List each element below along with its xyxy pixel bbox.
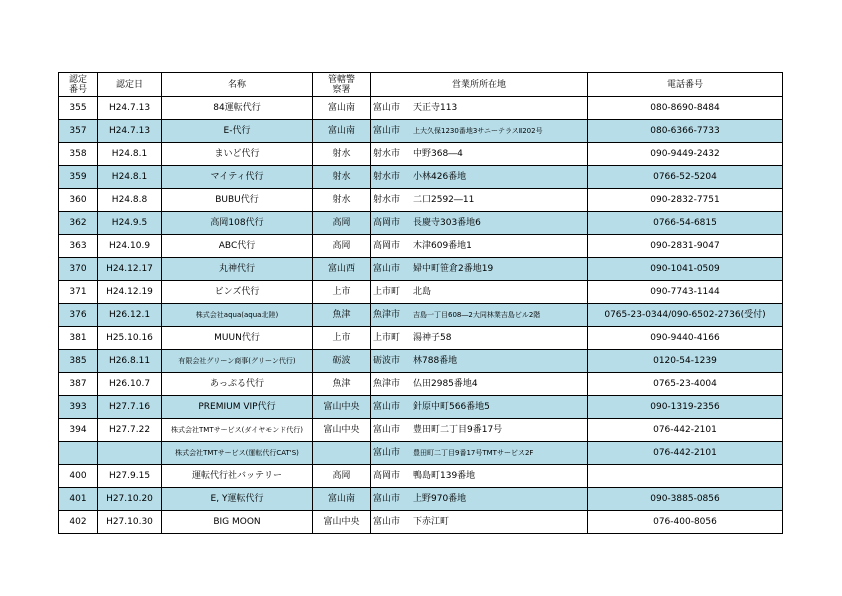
address-cell	[371, 419, 588, 442]
cert-date-cell: H25.10.16	[98, 327, 162, 350]
address-city: 上市町	[373, 333, 401, 343]
phone-cell: 090-2831-9047	[588, 235, 783, 258]
cert-date-cell: H24.12.17	[98, 258, 162, 281]
name-cell: 84運転代行	[162, 97, 313, 120]
phone-cell: 090-7743-1144	[588, 281, 783, 304]
header-cert-date: 認定日	[98, 73, 162, 97]
address-cell	[371, 488, 588, 511]
address-cell	[371, 511, 588, 534]
name-cell: あっぷる代行	[162, 373, 313, 396]
address-city: 射水市	[373, 172, 401, 182]
police-station-cell: 上市	[313, 281, 371, 304]
cert-number-cell: 360	[59, 189, 98, 212]
table-row	[59, 166, 783, 189]
cert-date-cell	[98, 442, 162, 465]
table-row	[59, 373, 783, 396]
police-station-cell: 富山西	[313, 258, 371, 281]
address-cell	[371, 327, 588, 350]
police-station-cell: 射水	[313, 143, 371, 166]
phone-cell: 0765-23-4004	[588, 373, 783, 396]
phone-cell: 090-9440-4166	[588, 327, 783, 350]
cert-date-cell: H24.8.8	[98, 189, 162, 212]
phone-cell: 0766-54-6815	[588, 212, 783, 235]
address-cell	[371, 120, 588, 143]
police-station-cell: 高岡	[313, 465, 371, 488]
address-cell	[371, 281, 588, 304]
police-station-cell: 魚津	[313, 304, 371, 327]
name-cell: PREMIUM VIP代行	[162, 396, 313, 419]
address-city: 富山市	[373, 402, 401, 412]
phone-cell: 0766-52-5204	[588, 166, 783, 189]
phone-cell: 076-442-2101	[588, 442, 783, 465]
phone-cell: 0765-23-0344/090-6502-2736(受付)	[588, 304, 783, 327]
cert-date-cell: H24.8.1	[98, 143, 162, 166]
address-city: 富山市	[373, 126, 401, 136]
address-street: 婦中町笹倉2番地19	[413, 264, 494, 274]
address-street: 鴨島町139番地	[413, 471, 476, 481]
address-street: 上野970番地	[413, 494, 467, 504]
address-cell	[371, 304, 588, 327]
address-city: 高岡市	[373, 471, 401, 481]
cert-number-cell: 359	[59, 166, 98, 189]
cert-date-cell: H27.10.20	[98, 488, 162, 511]
name-cell: E-代行	[162, 120, 313, 143]
table-row	[59, 258, 783, 281]
phone-cell	[588, 465, 783, 488]
phone-cell: 090-3885-0856	[588, 488, 783, 511]
phone-cell: 0120-54-1239	[588, 350, 783, 373]
table-header-row	[59, 73, 783, 97]
address-street: 中野368―4	[413, 149, 463, 159]
address-city: 魚津市	[373, 310, 401, 320]
cert-number-cell: 400	[59, 465, 98, 488]
table-row	[59, 511, 783, 534]
cert-date-cell: H24.8.1	[98, 166, 162, 189]
address-city: 高岡市	[373, 241, 401, 251]
police-station-cell: 射水	[313, 166, 371, 189]
address-city: 富山市	[373, 425, 401, 435]
cert-date-cell: H26.8.11	[98, 350, 162, 373]
header-police-station-label: 管轄警察署	[327, 74, 355, 95]
address-street: 豊田町二丁目9番17号	[413, 425, 503, 435]
phone-cell: 076-400-8056	[588, 511, 783, 534]
cert-date-cell: H27.9.15	[98, 465, 162, 488]
table-row	[59, 212, 783, 235]
table-row	[59, 442, 783, 465]
police-station-cell: 高岡	[313, 212, 371, 235]
address-city: 高岡市	[373, 218, 401, 228]
cert-date-cell: H27.10.30	[98, 511, 162, 534]
address-cell	[371, 166, 588, 189]
table-row	[59, 419, 783, 442]
phone-cell: 090-9449-2432	[588, 143, 783, 166]
address-city: 射水市	[373, 149, 401, 159]
phone-cell: 090-1319-2356	[588, 396, 783, 419]
name-cell: まいど代行	[162, 143, 313, 166]
cert-number-cell	[59, 442, 98, 465]
police-station-cell: 富山南	[313, 488, 371, 511]
address-street: 吉島一丁目608―2大同林業吉島ビル2階	[413, 311, 541, 319]
name-cell: 有限会社グリーン商事(グリーン代行)	[162, 350, 313, 373]
name-cell: ビンズ代行	[162, 281, 313, 304]
table-row	[59, 97, 783, 120]
cert-number-cell: 387	[59, 373, 98, 396]
cert-date-cell: H26.10.7	[98, 373, 162, 396]
police-station-cell: 高岡	[313, 235, 371, 258]
cert-date-cell: H24.12.19	[98, 281, 162, 304]
cert-number-cell: 385	[59, 350, 98, 373]
police-station-cell: 富山中央	[313, 396, 371, 419]
address-city: 射水市	[373, 195, 401, 205]
name-cell: E, Y運転代行	[162, 488, 313, 511]
table-row	[59, 465, 783, 488]
address-street: 上大久保1230番地3サニーテラスⅡ202号	[413, 127, 543, 135]
name-cell: 株式会社TMTサービス(運転代行CAT'S)	[162, 442, 313, 465]
header-cert-number-label: 認定番号	[68, 74, 87, 95]
address-cell	[371, 373, 588, 396]
address-city: 上市町	[373, 287, 401, 297]
name-cell: MUUN代行	[162, 327, 313, 350]
police-station-cell: 砺波	[313, 350, 371, 373]
address-street: 木津609番地1	[413, 241, 472, 251]
address-street: 長慶寺303番地6	[413, 218, 481, 228]
police-station-cell: 富山南	[313, 120, 371, 143]
cert-number-cell: 363	[59, 235, 98, 258]
name-cell: BUBU代行	[162, 189, 313, 212]
cert-number-cell: 402	[59, 511, 98, 534]
cert-number-cell: 371	[59, 281, 98, 304]
police-station-cell: 射水	[313, 189, 371, 212]
address-city: 富山市	[373, 448, 401, 458]
phone-cell: 090-2832-7751	[588, 189, 783, 212]
phone-cell: 090-1041-0509	[588, 258, 783, 281]
table-row	[59, 189, 783, 212]
table-row	[59, 488, 783, 511]
address-city: 富山市	[373, 264, 401, 274]
address-city: 富山市	[373, 517, 401, 527]
table-row	[59, 281, 783, 304]
address-cell	[371, 442, 588, 465]
name-cell: 高岡108代行	[162, 212, 313, 235]
cert-date-cell: H27.7.16	[98, 396, 162, 419]
header-police-station	[313, 73, 371, 97]
cert-number-cell: 394	[59, 419, 98, 442]
cert-number-cell: 362	[59, 212, 98, 235]
table-row	[59, 396, 783, 419]
address-street: 二口2592―11	[413, 195, 475, 205]
name-cell: 株式会社aqua(aqua北陸)	[162, 304, 313, 327]
address-city: 魚津市	[373, 379, 401, 389]
police-station-cell: 富山中央	[313, 511, 371, 534]
address-street: 下赤江町	[413, 517, 450, 527]
police-station-cell: 富山南	[313, 97, 371, 120]
cert-number-cell: 401	[59, 488, 98, 511]
address-street: 仏田2985番地4	[413, 379, 478, 389]
address-city: 富山市	[373, 494, 401, 504]
name-cell: 運転代行社バッテリー	[162, 465, 313, 488]
name-cell: マイティ代行	[162, 166, 313, 189]
address-cell	[371, 258, 588, 281]
address-street: 針原中町566番地5	[413, 402, 490, 412]
police-station-cell: 上市	[313, 327, 371, 350]
table-row	[59, 327, 783, 350]
address-city: 砺波市	[373, 356, 401, 366]
cert-number-cell: 355	[59, 97, 98, 120]
cert-date-cell: H24.7.13	[98, 120, 162, 143]
name-cell: 株式会社TMTサービス(ダイヤモンド代行)	[162, 419, 313, 442]
address-cell	[371, 97, 588, 120]
registration-table	[58, 72, 783, 534]
police-station-cell: 魚津	[313, 373, 371, 396]
phone-cell: 076-442-2101	[588, 419, 783, 442]
phone-cell: 080-8690-8484	[588, 97, 783, 120]
header-cert-number	[59, 73, 98, 97]
header-name: 名称	[162, 73, 313, 97]
police-station-cell: 富山中央	[313, 419, 371, 442]
cert-number-cell: 357	[59, 120, 98, 143]
cert-date-cell: H24.10.9	[98, 235, 162, 258]
header-office-address: 営業所所在地	[371, 73, 588, 97]
cert-number-cell: 381	[59, 327, 98, 350]
cert-number-cell: 370	[59, 258, 98, 281]
address-cell	[371, 465, 588, 488]
table-row	[59, 304, 783, 327]
table-row	[59, 350, 783, 373]
name-cell: 丸神代行	[162, 258, 313, 281]
address-street: 湯神子58	[413, 333, 452, 343]
phone-cell: 080-6366-7733	[588, 120, 783, 143]
table-row	[59, 143, 783, 166]
cert-date-cell: H26.12.1	[98, 304, 162, 327]
cert-number-cell: 358	[59, 143, 98, 166]
name-cell: ABC代行	[162, 235, 313, 258]
header-phone: 電話番号	[588, 73, 783, 97]
cert-number-cell: 393	[59, 396, 98, 419]
address-street: 天正寺113	[413, 103, 458, 113]
address-cell	[371, 189, 588, 212]
name-cell: BIG MOON	[162, 511, 313, 534]
cert-date-cell: H24.9.5	[98, 212, 162, 235]
address-city: 富山市	[373, 103, 401, 113]
cert-date-cell: H27.7.22	[98, 419, 162, 442]
address-street: 小林426番地	[413, 172, 467, 182]
address-street: 豊田町二丁目9番17号TMTサービス2F	[413, 449, 534, 457]
police-station-cell	[313, 442, 371, 465]
cert-date-cell: H24.7.13	[98, 97, 162, 120]
address-street: 林788番地	[413, 356, 458, 366]
address-cell	[371, 143, 588, 166]
table-row	[59, 235, 783, 258]
address-street: 北島	[413, 287, 432, 297]
address-cell	[371, 212, 588, 235]
address-cell	[371, 350, 588, 373]
cert-number-cell: 376	[59, 304, 98, 327]
address-cell	[371, 396, 588, 419]
address-cell	[371, 235, 588, 258]
table-row	[59, 120, 783, 143]
